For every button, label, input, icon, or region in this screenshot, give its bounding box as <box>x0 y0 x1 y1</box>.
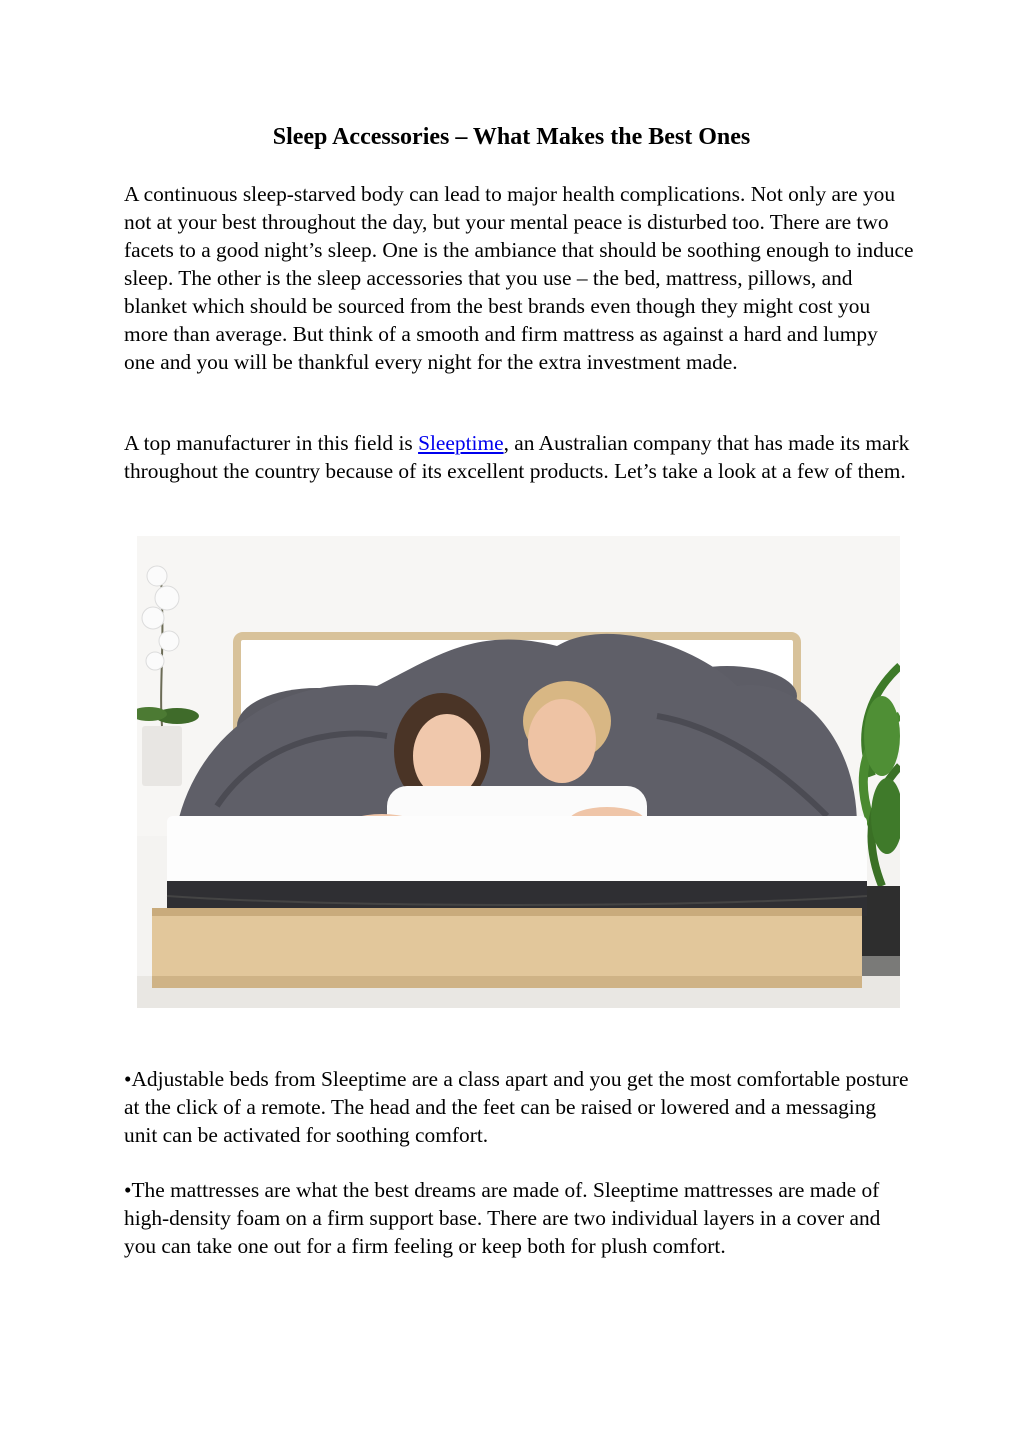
adjustable-beds-bullet: •Adjustable beds from Sleeptime are a class apart and you get the most comfortable posture at the click of a remote. The head and the feet can be raised or lowered and a messaging unit can be activated for soothing comfort. <box>124 1067 909 1147</box>
document-title: Sleep Accessories – What Makes the Best Ones <box>272 124 751 150</box>
intro-paragraph: A continuous sleep-starved body can lead to major health complications. Not only are you not at your best throughout the day, but your mental peace is disturbed too. There are two facets to a good night’s sleep. One is the ambiance that should be soothing enough to induce sleep. The other is the sleep accessories that you use – the bed, mattress, pillows, and blanket which should be sourced from the best brands even though they might cost you more than average. But think of a smooth and firm mattress as against a hard and lumpy one and you will be thankful every night for the extra investment made. <box>124 182 914 374</box>
manufacturer-text-after-link: , an Australian company that has made its mark throughout the country because of its excellent products. Let’s take a look at a few of them. <box>124 431 910 483</box>
sleeptime-link[interactable]: Sleeptime <box>418 431 504 455</box>
couple-in-bed-photo <box>137 536 900 1008</box>
manufacturer-paragraph <box>124 429 914 485</box>
manufacturer-text-before-link: A top manufacturer in this field is <box>124 431 419 455</box>
mattresses-bullet: •The mattresses are what the best dreams are made of. Sleeptime mattresses are made of high-density foam on a firm support base. There are two individual layers in a cover and you can take one out for a firm feeling or keep both for plush comfort. <box>124 1178 881 1258</box>
